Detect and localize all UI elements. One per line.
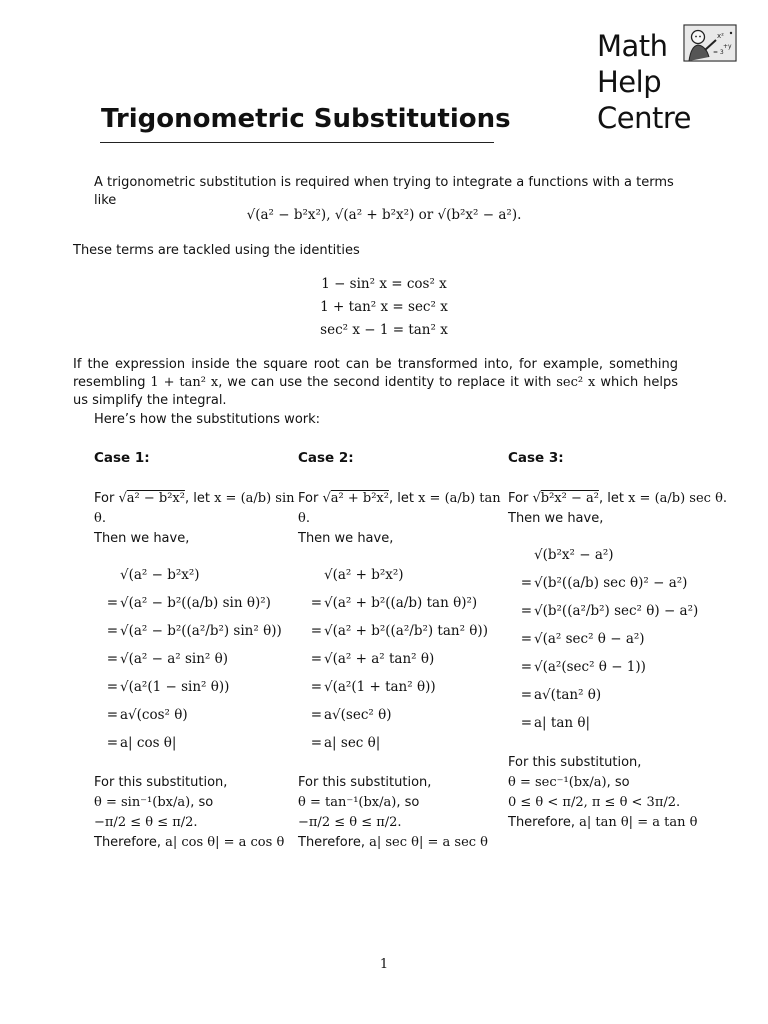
case-1-step: = a√(cos² θ) [106,707,188,723]
terms-equation: √(a² − b²x²), √(a² + b²x²) or √(b²x² − a²). [246,207,522,223]
identities-lead-in: These terms are tackled using the identities [73,243,360,258]
logo-line-2: Help Centre [597,65,691,135]
case-2-step: = √(a² + a² tan² θ) [310,651,435,667]
case-1-step: = √(a² − a² sin² θ) [106,651,229,667]
case-2-for: For [298,491,319,506]
case-3-therefore: Therefore, [508,815,575,830]
svg-text:x²: x² [717,32,724,40]
case-1-step: = √(a² − b²((a/b) sin θ)²) [106,595,271,611]
case-2-conclusion [298,773,508,853]
case-1-theta-def: θ = sin⁻¹(bx/a) [94,795,191,810]
case-2-step: = a√(sec² θ) [310,707,392,723]
case-3-substitution: x = (a/b) sec θ. [628,491,728,506]
case-1-heading: Case 1: [94,450,150,466]
explanation-expr-1: 1 + tan² x [150,375,219,390]
page-number: 1 [379,957,389,972]
case-3-step: = √(a²(sec² θ − 1)) [520,659,646,675]
case-3-intro [508,489,728,529]
case-1-for: For [94,491,115,506]
case-1-step: = √(a²(1 − sin² θ)) [106,679,230,695]
case-3-radical: √b²x² − a² [532,491,599,506]
case-1-step: = a| cos θ| [106,735,177,751]
case-2-step: = √(a² + b²((a²/b²) tan² θ)) [310,623,488,639]
case-1-column [94,450,304,853]
case-3-conclusion-lead: For this substitution, [508,755,642,770]
case-1-range: −π/2 ≤ θ ≤ π/2. [94,815,198,830]
case-2-step: = a| sec θ| [310,735,381,751]
identity-line-2: 1 + tan² x = sec² x [320,299,448,315]
case-3-step: √(b²x² − a²) [534,547,614,563]
case-1-let: , let [184,491,210,506]
case-3-step: = √(b²((a/b) sec θ)² − a²) [520,575,688,591]
title-underline [100,142,494,143]
case-3-so: , so [606,775,630,790]
case-1-intro [94,489,304,549]
case-2-radical: √a² + b²x² [322,491,389,506]
case-1-radical: √a² − b²x² [118,491,185,506]
svg-text:= 3: = 3 [713,49,724,56]
case-3-conclusion [508,753,728,833]
intro-paragraph: A trigonometric substitution is required when trying to integrate a functions with a terms like [94,175,674,208]
case-3-step: = √(a² sec² θ − a²) [520,631,645,647]
case-3-theta-def: θ = sec⁻¹(bx/a) [508,775,607,790]
case-3-for: For [508,491,529,506]
case-1-step: √(a² − b²x²) [120,567,200,583]
blackboard-teacher-icon [683,24,737,62]
case-2-theta-def: θ = tan⁻¹(bx/a) [298,795,397,810]
case-2-heading: Case 2: [298,450,354,466]
case-1-conclusion-lead: For this substitution, [94,775,228,790]
case-3-steps [508,541,728,737]
case-2-conclusion-lead: For this substitution, [298,775,432,790]
case-1-result: a| cos θ| = a cos θ [165,835,285,850]
case-2-substitution: x = (a/b) tan θ. [298,491,501,526]
case-1-steps [94,561,304,757]
explanation-text-3: which helps us simplify the integral. [73,375,678,408]
case-3-step: = a√(tan² θ) [520,687,602,703]
case-1-conclusion [94,773,304,853]
case-1-substitution: x = (a/b) sin θ. [94,491,295,526]
case-1-so: , so [190,795,214,810]
explanation-paragraph [73,356,678,410]
page-title: Trigonometric Substitutions [101,104,511,134]
case-1-step: = √(a² − b²((a²/b²) sin² θ)) [106,623,282,639]
case-2-steps [298,561,508,757]
case-2-let: , let [388,491,414,506]
identity-line-1: 1 − sin² x = cos² x [321,276,447,292]
logo-line-1: Math [597,29,668,63]
case-2-radicand: a² + b²x² [330,491,389,506]
case-2-intro [298,489,508,549]
case-1-then: Then we have, [94,531,190,546]
case-3-let: , let [598,491,624,506]
case-2-result: a| sec θ| = a sec θ [369,835,489,850]
explanation-text-2: , we can use the second identity to replace it with [218,375,552,390]
case-2-then: Then we have, [298,531,394,546]
case-2-column [298,450,508,853]
case-2-step: = √(a²(1 + tan² θ)) [310,679,436,695]
how-it-works-line: Here’s how the substitutions work: [94,412,321,427]
case-2-range: −π/2 ≤ θ ≤ π/2. [298,815,402,830]
case-3-step: = a| tan θ| [520,715,591,731]
case-3-result: a| tan θ| = a tan θ [579,815,698,830]
explanation-text-1: If the expression inside the square root can be transformed into, for example, something resembling [73,357,678,390]
case-3-range: 0 ≤ θ < π/2, π ≤ θ < 3π/2. [508,795,681,810]
case-1-therefore: Therefore, [94,835,161,850]
case-2-therefore: Therefore, [298,835,365,850]
case-2-so: , so [396,795,420,810]
identity-line-3: sec² x − 1 = tan² x [320,322,448,338]
case-2-step: √(a² + b²x²) [324,567,404,583]
case-3-column [508,450,728,833]
case-3-then: Then we have, [508,511,604,526]
case-3-heading: Case 3: [508,450,564,466]
case-3-radicand: b²x² − a² [540,491,599,506]
svg-text:+y: +y [723,43,732,50]
case-2-step: = √(a² + b²((a/b) tan θ)²) [310,595,478,611]
case-1-radicand: a² − b²x² [126,491,185,506]
case-3-step: = √(b²((a²/b²) sec² θ) − a²) [520,603,699,619]
explanation-expr-2: sec² x [556,375,596,390]
